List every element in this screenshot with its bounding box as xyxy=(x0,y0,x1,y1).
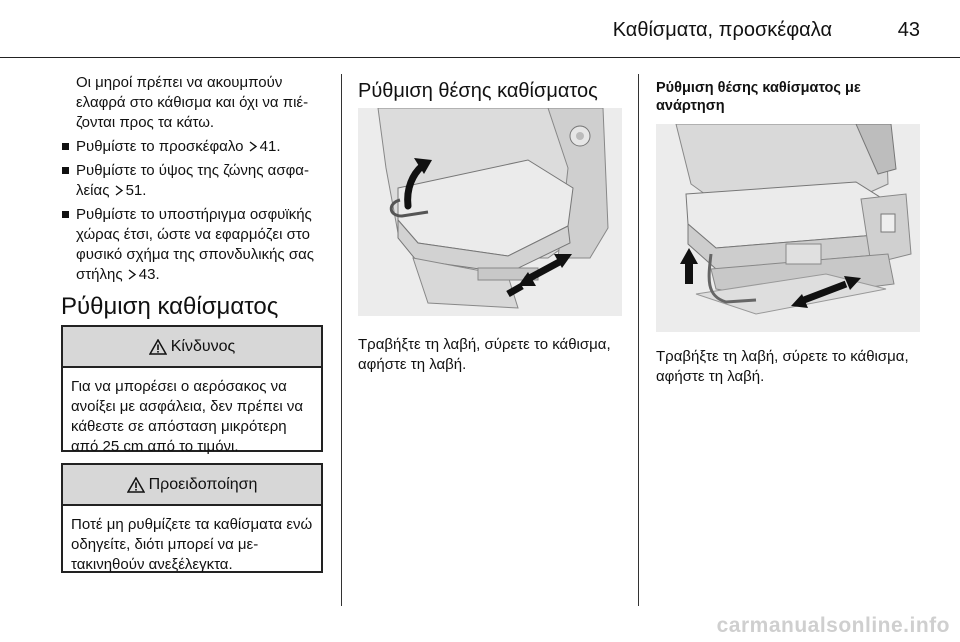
page-ref-icon xyxy=(114,185,124,196)
middle-caption: Τραβήξτε τη λαβή, σύρετε το κάθισμα, αφήστε τη λαβή. xyxy=(358,336,611,373)
warning-box-title: Προειδοποίηση xyxy=(148,475,258,493)
column-divider-left xyxy=(341,74,342,606)
warning-triangle-icon xyxy=(149,339,167,355)
danger-box-text: Για να μπορέσει ο αερόσακος να ανοίξει με ασφάλεια, δεν πρέπει να κάθεστε σε απόσταση μικρότερη από 25 cm από το τιμόνι. xyxy=(71,378,304,455)
warning-box-text: Ποτέ μη ρυθμίζετε τα καθίσματα ενώ οδηγείτε, διότι μπορεί να με-τακινηθούν ανεξέλεγκτα. xyxy=(71,516,313,573)
page-header xyxy=(0,0,960,56)
bullet-text: Ρυθμίστε το ύψος της ζώνης ασφα-λείας xyxy=(76,162,309,199)
warning-triangle-icon xyxy=(127,477,145,493)
bullet-list xyxy=(61,137,329,289)
page-ref: 51. xyxy=(125,182,147,199)
section-title-seat-adjustment: Ρύθμιση καθίσματος xyxy=(61,293,279,320)
page-ref: 43. xyxy=(138,266,160,283)
column-divider-right xyxy=(638,74,639,606)
suspension-seat-figure xyxy=(656,124,920,332)
bullet-text: Ρυθμίστε το προσκέφαλο xyxy=(76,138,244,155)
bullet-item xyxy=(61,161,329,201)
seat-adjust-figure xyxy=(358,108,622,316)
page-ref-icon xyxy=(248,141,258,152)
bullet-item xyxy=(61,137,329,157)
page-ref: 41. xyxy=(259,138,281,155)
bullet-text: Ρυθμίστε το υποστήριγμα οσφυϊκής χώρας έτσι, ώστε να εφαρμόζει στο φυσικό σχήμα της σπονδυλικής σας στήλης xyxy=(76,206,314,283)
seat-illustration xyxy=(358,108,622,316)
watermark: carmanualsonline.info xyxy=(716,614,950,637)
warning-box xyxy=(61,463,323,573)
section-title-seat-position: Ρύθμιση θέσης καθίσματος xyxy=(358,80,598,102)
header-title: Καθίσματα, προσκέφαλα xyxy=(612,19,832,41)
page-ref-icon xyxy=(127,269,137,280)
danger-box xyxy=(61,325,323,455)
danger-box-title: Κίνδυνος xyxy=(170,337,236,355)
intro-text: Οι μηροί πρέπει να ακουμπούν ελαφρά στο κάθισμα και όχι να πιέ-ζονται προς τα κάτω. xyxy=(76,74,309,131)
page-number: 43 xyxy=(897,19,920,41)
header-rule xyxy=(0,57,960,58)
bullet-item xyxy=(61,205,329,285)
warning-box-header xyxy=(63,465,321,506)
sub-title-suspension-seat: Ρύθμιση θέσης καθίσματος με ανάρτηση xyxy=(656,80,861,114)
danger-box-header xyxy=(63,327,321,368)
suspension-seat-illustration xyxy=(656,124,920,332)
right-caption: Τραβήξτε τη λαβή, σύρετε το κάθισμα, αφήστε τη λαβή. xyxy=(656,348,909,385)
